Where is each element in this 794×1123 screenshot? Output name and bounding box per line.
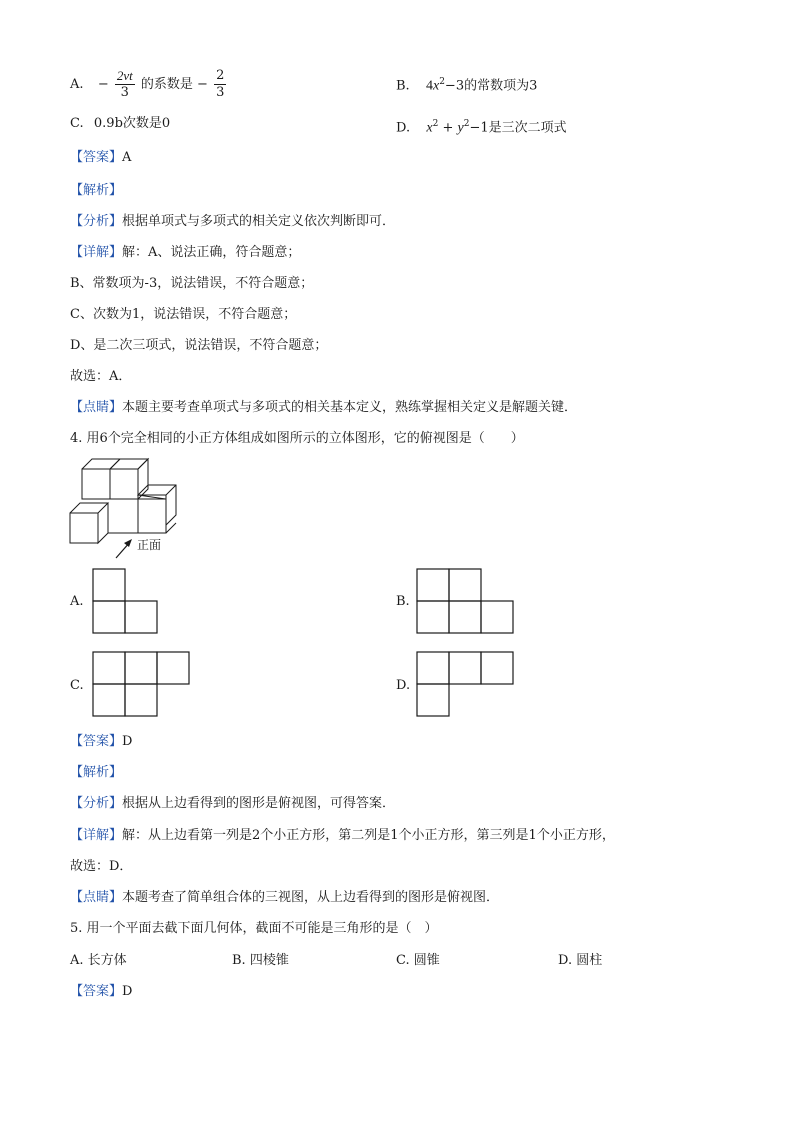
jiexi-heading: 【解析】 [70,183,123,198]
answer-line [70,733,132,751]
option-a-label: A. [70,594,84,609]
option-d [396,115,567,137]
fraction-numerator: 2 [216,68,225,83]
exponent: 2 [463,119,470,129]
answer-tag: 【答案】 [70,734,123,749]
option-a-grid [92,568,162,638]
exponent: 2 [432,119,439,129]
fraction-denominator: 3 [120,85,129,100]
option-c-label: C. [70,678,84,693]
question-5-stem: 5. 用一个平面去截下面几何体，截面不可能是三角形的是（ ） [70,921,438,936]
q5-option-d: D. 圆柱 [558,953,603,968]
jiexi-heading: 【解析】 [70,765,123,780]
variable-x: x [426,120,433,136]
q5-option-b: B. 四棱锥 [232,953,289,968]
variable-x: x [432,78,440,94]
option-label: A. [70,77,84,92]
answer-line [70,983,132,1001]
xiangjie-line [70,244,300,262]
dianjing-line [70,399,577,417]
dianjing-line [70,889,499,907]
variable-y: y [457,120,464,136]
guxuan-line: 故选：D． [70,859,133,874]
option-b-text: −3的常数项为3 [444,78,538,94]
question-4-stem: 4. 用6个完全相同的小正方体组成如图所示的立体图形，它的俯视图是（ ） [70,431,524,446]
option-b-grid [416,568,518,638]
option-label: B. [396,78,410,94]
xiangjie-line [70,827,615,845]
dianjing-text: 本题考查了简单组合体的三视图，从上边看得到的图形是俯视图． [122,890,500,905]
exponent: 2 [439,77,445,87]
option-c [70,115,170,133]
dianjing-tag: 【点睛】 [70,890,123,905]
answer-value: A [122,150,132,165]
option-label: C. [70,116,84,131]
fenxi-line [70,213,395,231]
dianjing-tag: 【点睛】 [70,400,123,415]
xiangjie-text: 解：从上边看第一列是2个小正方形，第二列是1个小正方形，第三列是1个小正方形， [122,828,615,843]
option-b-label: B. [396,594,410,609]
q5-option-c: C. 圆锥 [396,953,440,968]
option-a-text: 的系数是 [140,77,193,92]
option-c-grid [92,651,194,721]
minus-sign: − [97,77,109,92]
xiangjie-text: 解：A、说法正确，符合题意； [122,245,301,260]
fenxi-tag: 【分析】 [70,796,123,811]
option-a [70,68,228,101]
fenxi-text: 根据单项式与多项式的相关定义依次判断即可． [122,214,396,229]
plus-sign: + [442,120,454,136]
option-b [396,73,537,95]
dianjing-text: 本题主要考查单项式与多项式的相关基本定义，熟练掌握相关定义是解题关键． [122,400,578,415]
xiangjie-tag: 【详解】 [70,828,123,843]
detail-line-c: C、次数为1，说法错误，不符合题意； [70,307,297,322]
answer-tag: 【答案】 [70,150,123,165]
fraction-denominator: 3 [216,85,225,100]
fenxi-line [70,795,395,813]
option-c-text: 0.9b次数是0 [93,116,171,131]
fraction-numerator: 2vt [116,68,133,83]
front-label: 正面 [137,538,162,552]
fenxi-text: 根据从上边看得到的图形是俯视图，可得答案． [122,796,396,811]
answer-value: D [122,984,133,999]
coefficient: 4 [425,78,433,94]
q5-option-a: A. 长方体 [70,953,127,968]
answer-line [70,149,131,167]
guxuan-line: 故选：A． [70,369,132,384]
xiangjie-tag: 【详解】 [70,245,123,260]
answer-tag: 【答案】 [70,984,123,999]
answer-value: D [122,734,133,749]
detail-line-b: B、常数项为-3，说法错误，不符合题意； [70,276,314,291]
option-d-label: D. [396,678,411,693]
fraction-value [214,68,226,101]
option-d-grid [416,651,518,721]
fraction-coefficient [115,68,135,101]
fenxi-tag: 【分析】 [70,214,123,229]
option-d-text: −1是三次二项式 [469,120,567,136]
minus-sign: − [197,77,208,92]
detail-line-d: D、是二次三项式，说法错误，不符合题意； [70,338,328,353]
option-label: D. [396,120,411,136]
